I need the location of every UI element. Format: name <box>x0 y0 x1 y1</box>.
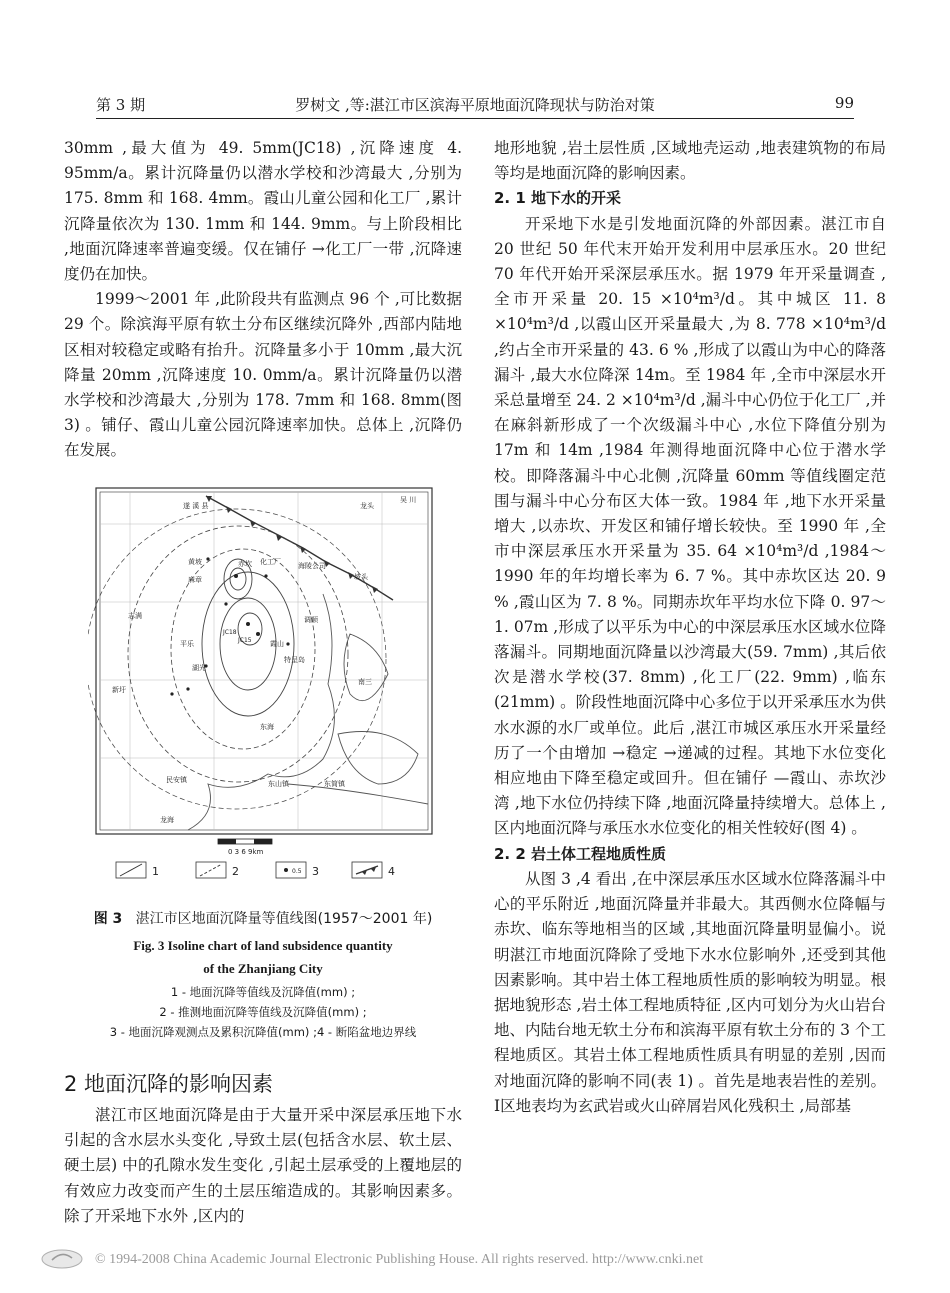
map-label: 东简镇 <box>324 780 345 788</box>
left-column <box>64 136 462 464</box>
map-label: JC18 <box>223 629 237 636</box>
map-label: 坡头 <box>354 573 368 581</box>
paragraph: 1999～2001 年 ,此阶段共有监测点 96 个 ,可比数据 29 个。除滨海平原有软土分布区继续沉降外 ,西部内陆地区相对较稳定或略有抬升。沉降量多小于 10mm ,最大沉降量 20mm ,沉降速度 10. 0mm/a。累计沉降量仍以潜水学校和沙湾最大 ,分别为 178. 7mm 和 168. 8mm(图 3) 。铺仔、霞山儿童公园沉降速率加快。总体上 ,沉降仍在发展。 <box>64 290 462 460</box>
map-label: 龙海 <box>160 816 174 824</box>
map-label: 南三 <box>358 678 372 686</box>
paragraph: 地形地貌 ,岩土层性质 ,区域地壳运动 ,地表建筑物的布局等均是地面沉降的影响因素。 <box>494 139 886 183</box>
figure-3-map <box>88 484 440 894</box>
legend-number: 1 <box>152 865 159 878</box>
right-column <box>494 136 886 1119</box>
figure-title-en: Fig. 3 Isoline chart of land subsidence quantity <box>133 938 393 953</box>
running-header <box>96 94 854 116</box>
subsection-heading: 2. 1 地下水的开采 <box>494 189 622 208</box>
map-label: 赤坎 <box>238 560 252 568</box>
legend-item: 1 - 地面沉降等值线及沉降值(mm) ; <box>170 985 356 999</box>
svg-text:0.5: 0.5 <box>292 868 302 875</box>
scale-label: 0 3 6 9km <box>228 848 264 856</box>
figure-caption-en <box>64 934 462 980</box>
map-label: 海陵公司 <box>298 562 326 570</box>
map-label: 湖光 <box>192 664 206 672</box>
paragraph: 开采地下水是引发地面沉降的外部因素。湛江市自 20 世纪 50 年代末开始开发利用中层承压水。20 世纪 70 年代开始开采深层承压水。据 1979 年开采量调查 ,全市开采量 20. 15 ×10⁴m³/d。其中城区 11. 8 ×10⁴m³/d ,以霞山区开采量最大 ,为 8. 778 ×10⁴m³/d ,约占全市开采量的 43. 6 % ,形成了以霞山为中心的降落漏斗 ,最大水位降深 14m。至 1984 年 ,全市中深层水开采总量增至 24. 2 ×10⁴m³/d ,漏斗中心仍位于化工厂 ,并在麻斜新形成了一个次级漏斗中心 ,水位下降值分别为 17m 和 14m ,1984 年测得地面沉降中心位于潜水学校。即降落漏斗中心北侧 ,沉降量 60mm 等值线圈定范围与漏斗中心分布区大体一致。1984 年 ,地下水开采量增大 ,以赤坎、开发区和铺仔增长较快。至 1990 年 ,全市中深层承压水开采量为 35. 64 ×10⁴m³/d ,1984～1990 年的年均增长率为 6. 7 %。其中赤坎区达 20. 9 % ,霞山区为 7. 8 %。同期赤坎年平均水位下降 0. 97～1. 07m ,形成了以平乐为中心的中深层承压水区域水位降落漏斗。同期地面沉降量以沙湾最大(59. 7mm) ,其后依次是潜水学校(37. 8mm) ,化工厂(22. 9mm) ,临东(21mm) 。阶段性地面沉降中心多位于以开采承压水为供水水源的水厂或单位。此后 ,湛江市城区承压水开采量经历了一个由增加 →稳定 →递减的过程。其地下水位变化相应地由下降至稳定或回升。但在铺仔 —霞山、赤坎沙湾 ,地下水位仍持续下降 ,地面沉降量持续增大。总体上 ,区内地面沉降与承压水水位变化的相关性较好(图 4) 。 <box>494 214 886 838</box>
subsection-heading: 2. 2 岩土体工程地质性质 <box>494 844 667 863</box>
map-label: 新圩 <box>112 686 126 694</box>
map-label: 志满 <box>128 612 142 620</box>
section-heading: 2 地面沉降的影响因素 <box>64 1072 274 1096</box>
map-label: 东海 <box>260 723 274 731</box>
figure-caption-cn <box>64 908 462 928</box>
legend-number: 2 <box>232 865 239 878</box>
map-label: 麻章 <box>188 576 202 584</box>
figure-title-cn: 湛江市区地面沉降量等值线图(1957～2001 年) <box>135 911 433 927</box>
cnki-logo-icon <box>40 1248 84 1270</box>
figure-title-en: of the Zhanjiang City <box>203 961 323 976</box>
map-label: 民安镇 <box>166 776 187 784</box>
map-label: 霞山 <box>270 640 284 648</box>
legend-number: 4 <box>388 865 395 878</box>
map-label: 吴 川 <box>400 496 417 504</box>
map-label: 化工厂 <box>260 558 281 566</box>
map-label: 调顺 <box>304 616 318 624</box>
legend-item: 2 - 推测地面沉降等值线及沉降值(mm) ; <box>159 1005 367 1019</box>
left-column-section2 <box>64 1103 462 1229</box>
copyright-text: © 1994-2008 China Academic Journal Electronic Publishing House. All rights reserved. http://www.cnki.net <box>95 1252 704 1267</box>
page-number: 99 <box>834 94 854 112</box>
figure-legend-text <box>64 982 462 1042</box>
legend-item: 3 - 地面沉降观测点及累积沉降值(mm) ;4 - 断陷盆地边界线 <box>109 1025 417 1039</box>
subsidence-isoline-map <box>88 484 440 894</box>
map-label: JC15 <box>238 637 252 644</box>
paragraph: 从图 3 ,4 看出 ,在中深层承压水区域水位降落漏斗中心的平乐附近 ,地面沉降量并非最大。其西侧水位降幅与赤坎、临东等地相当的区域 ,其地面沉降量明显偏小。说明湛江市地面沉降除了受地下水水位影响外 ,还受到其他因素影响。其中岩土体工程地质性质的影响较为明显。根据地貌形态 ,岩土体工程地质特征 ,区内可划分为火山岩台地、内陆台地无软土分布和滨海平原有软土分布的 3 个工程地质区。其岩土体工程地质性质具有明显的差别 ,因而对地面沉降的影响不同(表 1) 。首先是地表岩性的差别。 Ⅰ区地表均为玄武岩或火山碎屑岩风化残积土 ,局部基 <box>494 869 886 1115</box>
copyright-footer <box>0 1250 950 1274</box>
paragraph: 湛江市区地面沉降是由于大量开采中深层承压地下水引起的含水层水头变化 ,导致土层(包括含水层、软土层、硬土层) 中的孔隙水发生变化 ,引起土层承受的上覆地层的有效应力改变而产生的土层压缩造成的。其影响因素多。除了开采地下水外 ,区内的 <box>64 1106 462 1225</box>
map-label: 东山镇 <box>268 780 289 788</box>
map-label: 特呈岛 <box>284 656 305 664</box>
paragraph: 30mm ,最大值为 49. 5mm(JC18) ,沉降速度 4. 95mm/a。累计沉降量仍以潜水学校和沙湾最大 ,分别为 175. 8mm 和 168. 4mm。霞山儿童公园和化工厂 ,累计沉降量依次为 130. 1mm 和 144. 9mm。与上阶段相比 ,地面沉降速率普遍变缓。仅在铺仔 →化工厂一带 ,沉降速度仍在加快。 <box>64 139 462 284</box>
header-rule <box>96 118 854 119</box>
map-label: 黄坡 <box>188 558 202 566</box>
legend-number: 3 <box>312 865 319 878</box>
figure-label: 图 3 <box>93 911 123 927</box>
map-label: 龙头 <box>360 502 374 510</box>
map-label: 平乐 <box>180 640 194 648</box>
issue-number: 第 3 期 <box>96 96 146 114</box>
map-label: 遂 溪 县 <box>183 502 209 510</box>
running-title: 罗树文 ,等:湛江市区滨海平原地面沉降现状与防治对策 <box>295 96 655 114</box>
